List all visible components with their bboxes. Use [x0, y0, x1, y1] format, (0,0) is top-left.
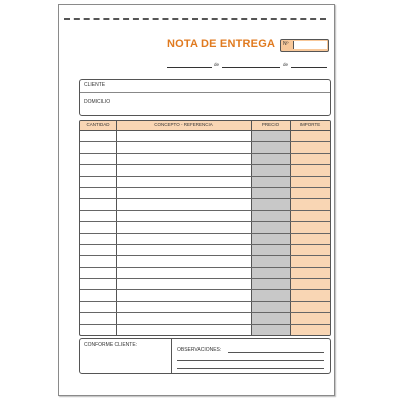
- date-day-line[interactable]: [167, 67, 212, 68]
- table-row-line: [80, 221, 330, 222]
- table-row-line: [80, 324, 330, 325]
- client-label: CLIENTE: [84, 82, 106, 88]
- table-header: [80, 121, 330, 131]
- table-row-line: [80, 312, 330, 313]
- table-row-line: [80, 198, 330, 199]
- table-row-line: [80, 176, 330, 177]
- client-separator: [80, 92, 330, 93]
- observations-line-2[interactable]: [177, 360, 324, 361]
- table-row-line: [80, 153, 330, 154]
- conform-label: CONFORME CLIENTE:: [84, 342, 138, 348]
- table-row-line: [80, 164, 330, 165]
- table-row-line: [80, 233, 330, 234]
- number-label: Nº: [283, 41, 289, 47]
- header-price: PRECIO: [261, 122, 280, 127]
- address-label: DOMICILIO: [84, 99, 111, 105]
- date-separator-2: de: [283, 62, 289, 67]
- date-separator-1: de: [214, 62, 220, 67]
- table-row-line: [80, 255, 330, 256]
- header-concept: CONCEPTO - REFERENCIA: [154, 122, 213, 127]
- observations-line-3[interactable]: [177, 368, 324, 369]
- perforation-line: [64, 18, 326, 20]
- table-row-line: [80, 301, 330, 302]
- form-title: NOTA DE ENTREGA: [167, 38, 276, 50]
- footer-divider: [171, 339, 172, 373]
- table-row-line: [80, 141, 330, 142]
- items-table: [79, 120, 331, 336]
- table-row-line: [80, 267, 330, 268]
- date-month-line[interactable]: [222, 67, 280, 68]
- header-amount: IMPORTE: [299, 122, 321, 127]
- header-qty: CANTIDAD: [86, 122, 110, 127]
- number-field[interactable]: [293, 41, 327, 49]
- table-row-line: [80, 244, 330, 245]
- observations-label: OBSERVACIONES:: [177, 347, 222, 353]
- client-box: [79, 79, 331, 116]
- table-row-line: [80, 278, 330, 279]
- date-year-line[interactable]: [291, 67, 327, 68]
- table-row-line: [80, 187, 330, 188]
- table-row-line: [80, 289, 330, 290]
- footer-box: [79, 338, 331, 374]
- number-box[interactable]: [280, 39, 329, 52]
- observations-line-1[interactable]: [228, 352, 324, 353]
- table-row-line: [80, 210, 330, 211]
